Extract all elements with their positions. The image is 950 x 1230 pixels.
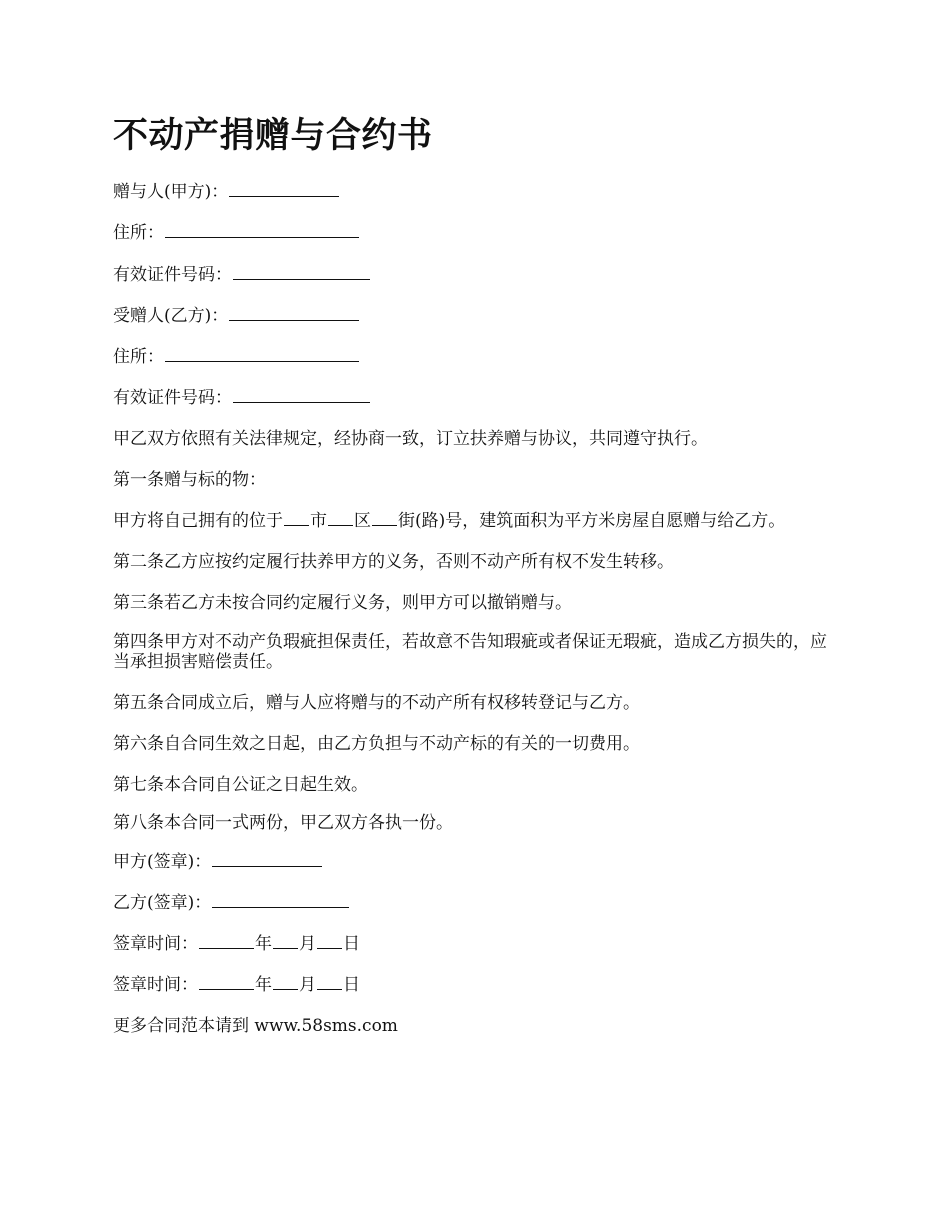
district-blank bbox=[328, 511, 353, 526]
day-unit-1: 日 bbox=[343, 934, 360, 954]
donor-line bbox=[113, 182, 340, 202]
id1-label: 有效证件号码： bbox=[113, 265, 232, 285]
article6-paragraph: 第六条自合同生效之日起，由乙方负担与不动产标的有关的一切费用。 bbox=[113, 734, 640, 754]
id2-line bbox=[113, 388, 371, 408]
address1-label: 住所： bbox=[113, 223, 164, 243]
article1-part2: 市 bbox=[310, 511, 327, 531]
article4-paragraph: 第四条甲方对不动产负瑕疵担保责任，若故意不告知瑕疵或者保证无瑕疵，造成乙方损失的，应当承担损害赔偿责任。 bbox=[113, 632, 827, 672]
sign-date-label-2: 签章时间： bbox=[113, 975, 198, 995]
article2-paragraph: 第二条乙方应按约定履行扶养甲方的义务，否则不动产所有权不发生转移。 bbox=[113, 552, 674, 572]
year-unit-1: 年 bbox=[255, 934, 272, 954]
article1-body bbox=[113, 511, 785, 531]
id1-blank bbox=[233, 265, 370, 280]
party-a-sign-line bbox=[113, 852, 323, 872]
month-unit-2: 月 bbox=[299, 975, 316, 995]
document-title: 不动产捐赠与合约书 bbox=[113, 115, 433, 156]
intro-paragraph: 甲乙双方依照有关法律规定，经协商一致，订立扶养赠与协议，共同遵守执行。 bbox=[113, 429, 708, 449]
article1-part4: 街(路)号，建筑面积为平方米房屋自愿赠与给乙方。 bbox=[398, 511, 786, 531]
article1-part1: 甲方将自己拥有的位于 bbox=[113, 511, 283, 531]
party-b-sign-label: 乙方(签章)： bbox=[113, 893, 212, 913]
sign-date-line-2 bbox=[113, 975, 360, 995]
donee-line bbox=[113, 306, 360, 326]
month-blank-2 bbox=[273, 975, 298, 990]
article1-heading: 第一条赠与标的物： bbox=[113, 470, 266, 490]
day-blank-1 bbox=[317, 934, 342, 949]
street-blank bbox=[372, 511, 397, 526]
article8-paragraph: 第八条本合同一式两份，甲乙双方各执一份。 bbox=[113, 813, 453, 833]
city-blank bbox=[284, 511, 309, 526]
article3-paragraph: 第三条若乙方未按合同约定履行义务，则甲方可以撤销赠与。 bbox=[113, 593, 572, 613]
day-blank-2 bbox=[317, 975, 342, 990]
month-unit-1: 月 bbox=[299, 934, 316, 954]
address1-line bbox=[113, 223, 360, 243]
donor-blank bbox=[229, 182, 339, 197]
id2-label: 有效证件号码： bbox=[113, 388, 232, 408]
address2-label: 住所： bbox=[113, 347, 164, 367]
article7-paragraph: 第七条本合同自公证之日起生效。 bbox=[113, 775, 368, 795]
footer-link-text: 更多合同范本请到 www.58sms.com bbox=[113, 1016, 398, 1036]
party-b-sign-blank bbox=[212, 893, 349, 908]
donee-label: 受赠人(乙方)： bbox=[113, 306, 229, 326]
donee-blank bbox=[229, 306, 359, 321]
year-unit-2: 年 bbox=[255, 975, 272, 995]
article1-part3: 区 bbox=[354, 511, 371, 531]
month-blank-1 bbox=[273, 934, 298, 949]
id1-line bbox=[113, 265, 371, 285]
article5-paragraph: 第五条合同成立后，赠与人应将赠与的不动产所有权移转登记与乙方。 bbox=[113, 693, 640, 713]
address2-blank bbox=[165, 347, 359, 362]
year-blank-2 bbox=[199, 975, 254, 990]
sign-date-line-1 bbox=[113, 934, 360, 954]
donor-label: 赠与人(甲方)： bbox=[113, 182, 229, 202]
address2-line bbox=[113, 347, 360, 367]
day-unit-2: 日 bbox=[343, 975, 360, 995]
party-b-sign-line bbox=[113, 893, 350, 913]
party-a-sign-blank bbox=[212, 852, 322, 867]
party-a-sign-label: 甲方(签章)： bbox=[113, 852, 212, 872]
id2-blank bbox=[233, 388, 370, 403]
address1-blank bbox=[165, 223, 359, 238]
year-blank-1 bbox=[199, 934, 254, 949]
sign-date-label-1: 签章时间： bbox=[113, 934, 198, 954]
